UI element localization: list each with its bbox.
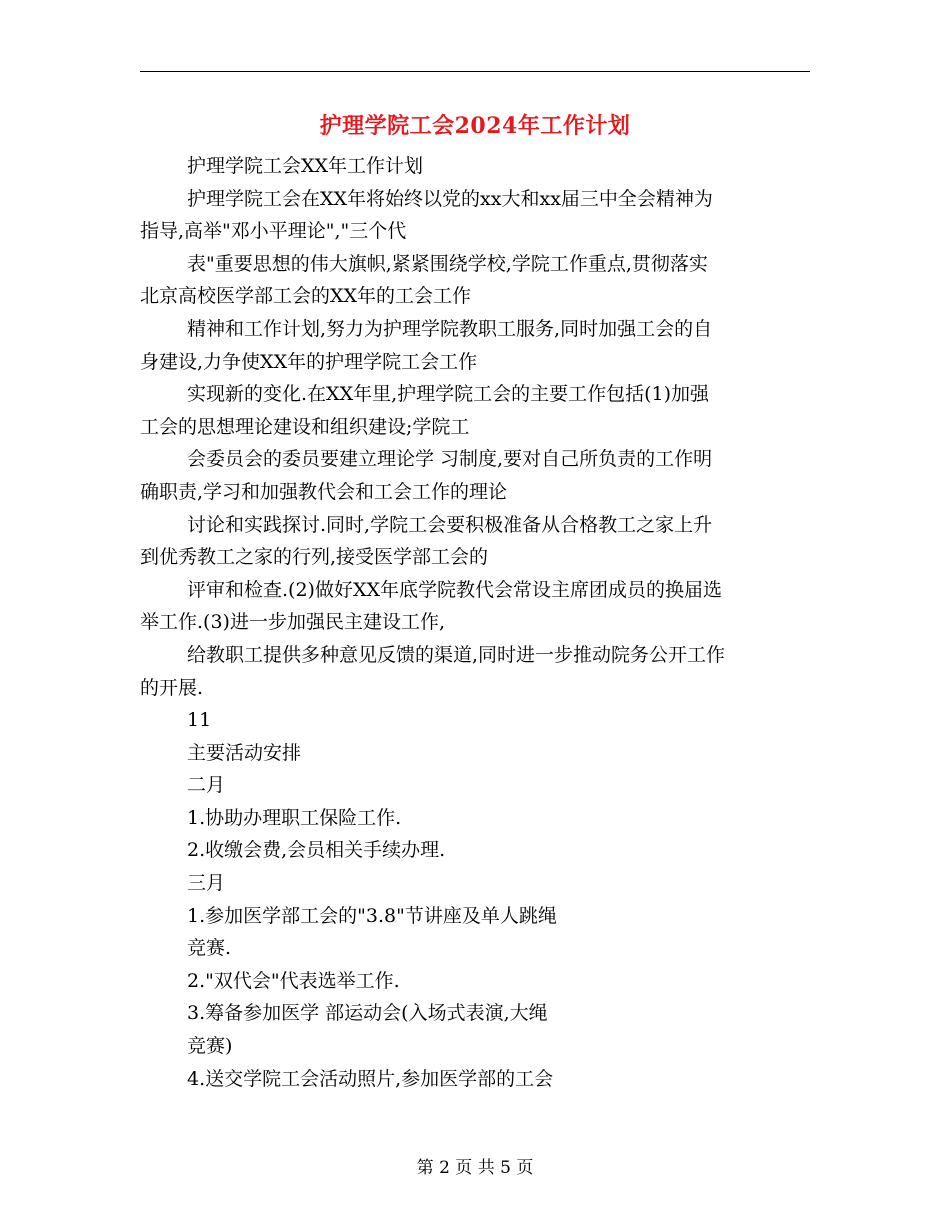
text-line: 4.送交学院工会活动照片,参加医学部的工会	[187, 1067, 554, 1090]
text-line: 精神和工作计划,努力为护理学院教职工服务,同时加强工会的自	[187, 317, 713, 340]
text-line: 二月	[187, 774, 226, 797]
page-footer: 第 2 页 共 5 页	[416, 1158, 534, 1178]
text-line: 护理学院工会在XX年将始终以党的xx大和xx届三中全会精神为	[187, 187, 713, 210]
text-line: 11	[187, 709, 212, 732]
text-line: 三月	[187, 872, 226, 895]
document-title: 护理学院工会2024年工作计划	[319, 113, 631, 139]
text-line: 2.收缴会费,会员相关手续办理.	[187, 839, 446, 862]
text-line: 给教职工提供多种意见反馈的渠道,同时进一步推动院务公开工作	[187, 643, 726, 666]
header-rule	[140, 71, 810, 72]
text-line: 2."双代会"代表选举工作.	[187, 969, 400, 992]
text-line: 1.参加医学部工会的"3.8"节讲座及单人跳绳	[187, 904, 557, 927]
text-line: 身建设,力争使XX年的护理学院工会工作	[140, 350, 478, 373]
document-body	[140, 150, 815, 1095]
text-line: 的开展.	[140, 676, 204, 699]
text-line: 1.协助办理职工保险工作.	[187, 806, 402, 829]
text-line: 3.筹备参加医学 部运动会(入场式表演,大绳	[187, 1002, 548, 1025]
text-line: 竞赛.	[187, 937, 232, 960]
text-line: 举工作.(3)进一步加强民主建设工作,	[140, 611, 445, 634]
text-line: 实现新的变化.在XX年里,护理学院工会的主要工作包括(1)加强	[187, 383, 710, 406]
text-line: 工会的思想理论建设和组织建设;学院工	[140, 415, 470, 438]
text-line: 表"重要思想的伟大旗帜,紧紧围绕学校,学院工作重点,贯彻落实	[187, 252, 708, 275]
text-line: 竞赛)	[187, 1035, 233, 1058]
text-line: 北京高校医学部工会的XX年的工会工作	[140, 285, 472, 308]
text-line: 讨论和实践探讨.同时,学院工会要积极准备从合格教工之家上升	[187, 513, 713, 536]
text-line: 护理学院工会XX年工作计划	[187, 155, 424, 177]
text-line: 到优秀教工之家的行列,接受医学部工会的	[140, 546, 489, 569]
text-line: 确职责,学习和加强教代会和工会工作的理论	[140, 480, 508, 503]
text-line: 主要活动安排	[187, 741, 302, 764]
text-line: 指导,高举"邓小平理论","三个代	[140, 220, 407, 243]
text-line: 会委员会的委员要建立理论学 习制度,要对自己所负责的工作明	[187, 448, 713, 471]
text-line: 评审和检查.(2)做好XX年底学院教代会常设主席团成员的换届选	[187, 578, 723, 601]
